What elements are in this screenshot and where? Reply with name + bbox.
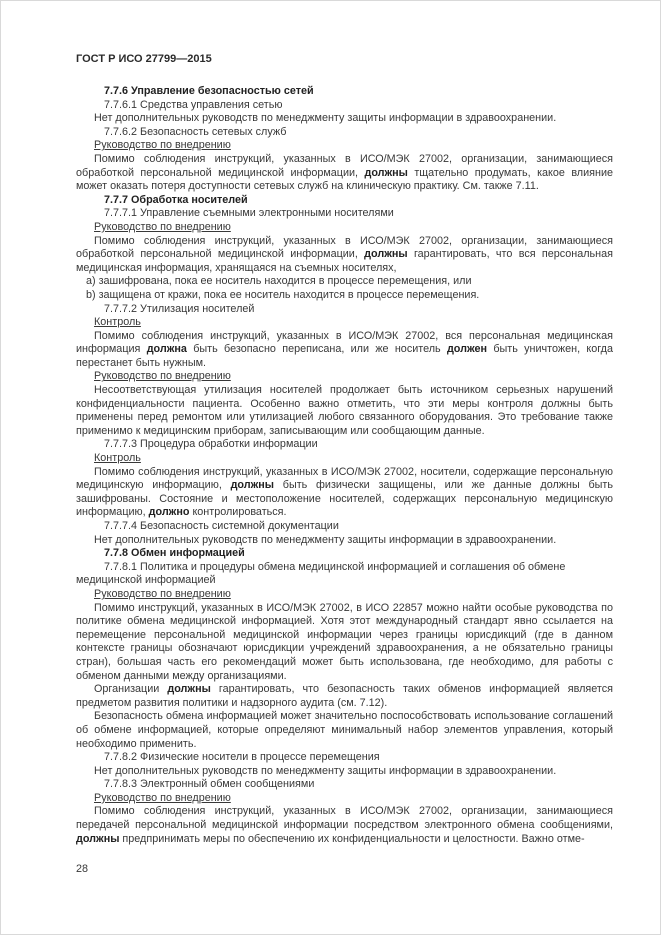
paragraph: Помимо соблюдения инструкций, указанных в ИСО/МЭК 27002, вся персональная медицинская информация должна быть безопасно переписана, или же носитель должен быть уничтожен, когда перестанет быть нужным.	[76, 329, 613, 369]
paragraph: Нет дополнительных руководств по менеджменту защиты информации в здравоохранении.	[94, 112, 557, 125]
underlined-label: Контроль	[94, 316, 141, 329]
subsection-heading: 7.7.7.2 Утилизация носителей	[104, 302, 255, 315]
paragraph: Помимо соблюдения инструкций, указанных в ИСО/МЭК 27002, организации, занимающиеся обработкой персональной медицинской информации, должны тщательно продумать, какое влияние может оказать потеря доступности сетевых служб на клиническую практику. См. также 7.11.	[76, 152, 613, 193]
document-blocks	[76, 85, 613, 846]
underlined-label: Руководство по внедрению	[94, 370, 231, 383]
list-item: b) защищена от кражи, пока ее носитель находится в процессе перемещения.	[86, 288, 480, 301]
section-heading: 7.7.6 Управление безопасностью сетей	[104, 85, 314, 97]
paragraph: Несоответствующая утилизация носителей продолжает быть источником серьезных нарушений конфиденциальности пациента. Особенно важно отметить, что эти меры контроля должны быть применены перед ремонтом или утилизацией любого связанного оборудования. Это требование также применимо к медицинским приборам, записывающим или сообщающим данные.	[76, 384, 613, 437]
subsection-heading: 7.7.8.2 Физические носители в процессе перемещения	[104, 751, 380, 764]
subsection-heading: 7.7.8.3 Электронный обмен сообщениями	[104, 778, 315, 791]
underlined-label: Руководство по внедрению	[94, 791, 231, 804]
subsection-heading: 7.7.8.1 Политика и процедуры обмена медицинской информацией и соглашения об обмене медицинской информацией	[76, 560, 566, 587]
underlined-label: Контроль	[94, 452, 141, 465]
underlined-label: Руководство по внедрению	[94, 139, 231, 152]
subsection-heading: 7.7.6.2 Безопасность сетевых служб	[104, 125, 287, 138]
list-item: a) зашифрована, пока ее носитель находится в процессе перемещения, или	[86, 275, 472, 288]
section-heading: 7.7.7 Обработка носителей	[104, 193, 248, 206]
paragraph: Помимо инструкций, указанных в ИСО/МЭК 27002, в ИСО 22857 можно найти особые руководства по политике обмена медицинской информацией. Хотя этот международный стандарт явно ссылается на перемещение персональной медицинской информации через границы юрисдикций (где в данном контексте границы обозначают юрисдикции учреждений здравоохранения, а не обязательно границы стран), большая часть его рекомендаций может быть использована, где необходимо, для работы с обменом данными между организациями.	[76, 601, 613, 682]
document-header: ГОСТ Р ИСО 27799—2015	[76, 53, 212, 65]
paragraph: Нет дополнительных руководств по менеджменту защиты информации в здравоохранении.	[94, 764, 557, 777]
paragraph: Организации должны гарантировать, что безопасность таких обменов информацией является предметом развития политики и надзорного аудита (см. 7.12).	[76, 683, 613, 709]
subsection-heading: 7.7.7.3 Процедура обработки информации	[104, 438, 318, 451]
paragraph: Помимо соблюдения инструкций, указанных в ИСО/МЭК 27002, организации, занимающиеся передачей персональной медицинской информации посредством электронного обмена сообщениями, должны предпринимать меры по обеспечению их конфиденциальности и целостности. Важно отме-	[76, 805, 613, 845]
subsection-heading: 7.7.7.1 Управление съемными электронными носителями	[104, 207, 394, 220]
paragraph: Помимо соблюдения инструкций, указанных в ИСО/МЭК 27002, организации, занимающиеся обработкой персональной медицинской информации, должны гарантировать, что вся персональная медицинская информация, хранящаяся на съемных носителях,	[76, 234, 613, 274]
subsection-heading: 7.7.6.1 Средства управления сетью	[104, 98, 283, 111]
paragraph: Безопасность обмена информацией может значительно поспособствовать использование соглашений об обмене информацией, которые определяют минимальный набор элементов управления, который необходимо применить.	[76, 710, 613, 750]
page-number: 28	[76, 863, 89, 875]
section-heading: 7.7.8 Обмен информацией	[104, 547, 245, 560]
paragraph: Нет дополнительных руководств по менеджменту защиты информации в здравоохранении.	[94, 533, 557, 546]
subsection-heading: 7.7.7.4 Безопасность системной документации	[104, 520, 339, 532]
paragraph: Помимо соблюдения инструкций, указанных в ИСО/МЭК 27002, носители, содержащие персональную медицинскую информацию, должны быть физически защищены, или же данные должны быть зашифрованы. Состояние и местоположение носителей, содержащих персональную медицинскую информацию, должно контролироваться.	[76, 465, 613, 519]
underlined-label: Руководство по внедрению	[94, 587, 231, 600]
underlined-label: Руководство по внедрению	[94, 220, 231, 233]
